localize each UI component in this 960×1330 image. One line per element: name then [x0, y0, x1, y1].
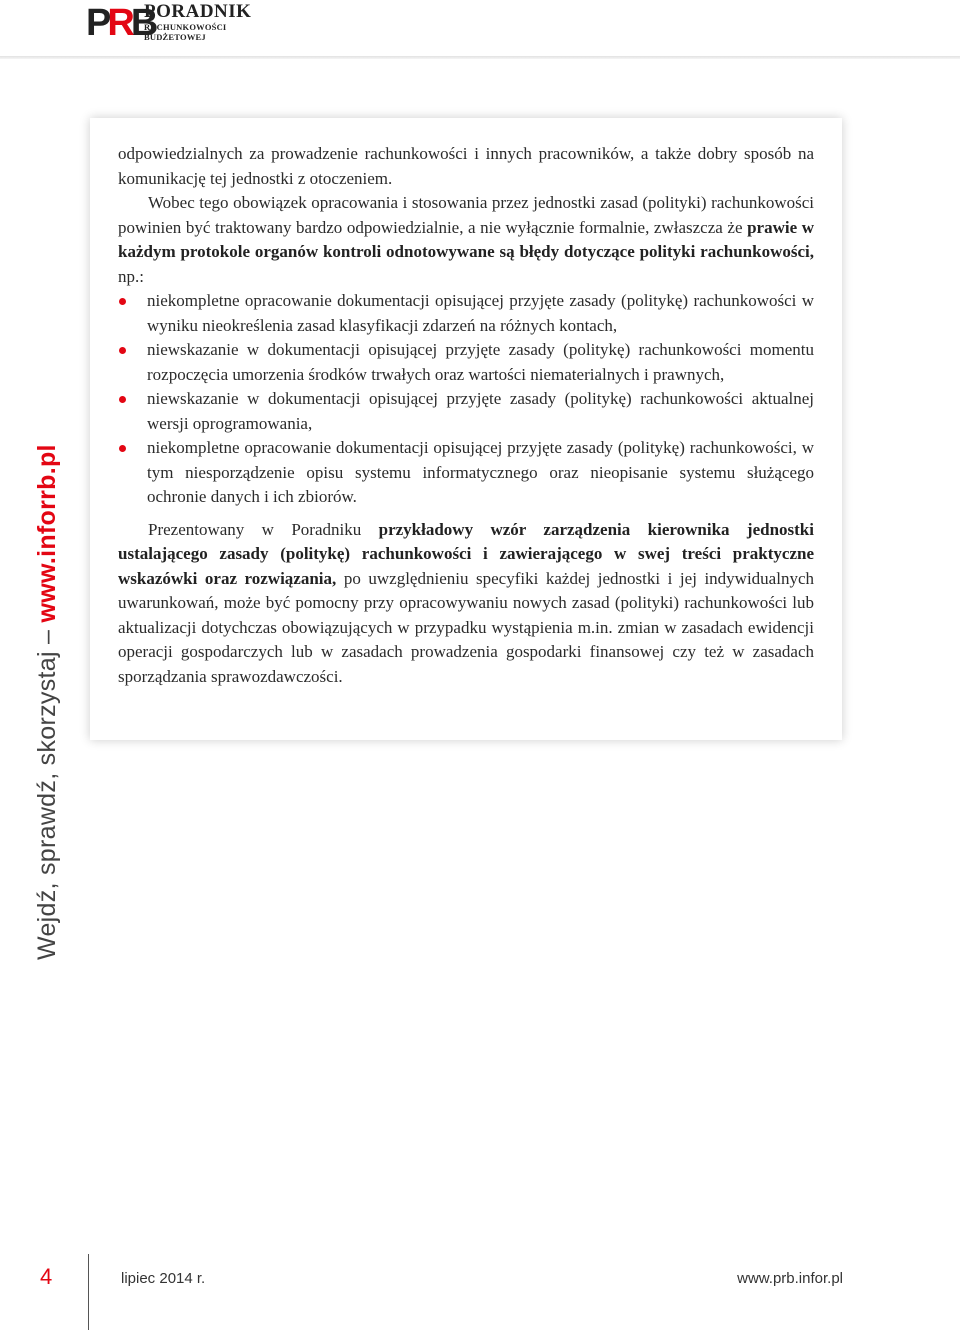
page-number: 4 [40, 1264, 53, 1289]
footer-divider [88, 1254, 89, 1330]
paragraph-2-bold: prawie w każdym protokole organów kontroli odnotowywane są błędy dotyczące polityki rachunkowości, [118, 217, 814, 261]
bullet-dot-icon [119, 445, 126, 452]
paragraph-1: odpowiedzialnych za prowadzenie rachunkowości i innych pracowników, a także dobry sposób na komunikację tej jednostki z otoczeniem. [118, 144, 814, 188]
bullet-dot-icon [119, 298, 126, 305]
paragraph-3-bold: przykładowy wzór zarządzenia kierownika jednostki ustalającego zasady (politykę) rachunkowości i zawierającego w swej treści praktyczne wskazówki oraz rozwiązania, [118, 519, 814, 588]
logo-line-1: PORADNIK [144, 1, 252, 22]
error-list [118, 289, 814, 510]
logo-line-3: BUDŻETOWEJ [144, 32, 206, 42]
article-body [118, 142, 814, 689]
paragraph-3-text: Prezentowany w Poradniku [148, 519, 379, 539]
header-divider [0, 56, 960, 59]
paragraph-2-tail: np.: [118, 266, 144, 286]
issue-date: lipiec 2014 r. [121, 1270, 206, 1287]
logo-text [144, 2, 251, 42]
tagline-url-link[interactable]: www.inforrb.pl [33, 444, 61, 623]
logo-mark: PRB [86, 2, 155, 44]
paragraph-3 [118, 518, 814, 690]
prb-logo [86, 1, 252, 44]
bullet-dot-icon [119, 396, 126, 403]
tagline-text: Wejdź, sprawdź, skorzystaj – [33, 622, 61, 960]
paragraph-2 [118, 191, 814, 289]
logo-line-2: RACHUNKOWOŚCI [144, 22, 227, 32]
bullet-dot-icon [119, 347, 126, 354]
sidebar-tagline [33, 444, 62, 960]
list-item: niewskazanie w dokumentacji opisującej przyjęte zasady (politykę) rachunkowości momentu rozpoczęcia umorzenia środków trwałych oraz wartości niematerialnych i prawnych, [118, 338, 814, 387]
footer-url-link[interactable]: www.prb.infor.pl [737, 1270, 843, 1287]
list-item: niewskazanie w dokumentacji opisującej przyjęte zasady (politykę) rachunkowości aktualnej wersji oprogramowania, [118, 387, 814, 436]
paragraph-3-tail: po uwzględnieniu specyfiki każdej jednostki i jej indywidualnych uwarunkowań, może być pomocny przy opracowywaniu nowych zasad (polityki) rachunkowości lub aktualizacji dotychczas obowiązujących w przypadku wystąpienia m.in. zmian w zasadach ewidencji operacji gospodarczych lub w zasadach prowadzenia gospodarki finansowej czy też w zasadach sporządzania sprawozdawczości. [118, 568, 814, 686]
list-item: niekompletne opracowanie dokumentacji opisującej przyjęte zasady (politykę) rachunkowości, w tym niesporządzenie opisu systemu informatycznego oraz nieopisanie systemu służącego ochronie danych i ich zbiorów. [118, 436, 814, 510]
list-item: niekompletne opracowanie dokumentacji opisującej przyjęte zasady (politykę) rachunkowości w wyniku nieokreślenia zasad klasyfikacji zdarzeń na różnych kontach, [118, 289, 814, 338]
page-header [0, 0, 960, 56]
paragraph-2-text: Wobec tego obowiązek opracowania i stosowania przez jednostki zasad (polityki) rachunkowości powinien być traktowany bardzo odpowiedzialnie, a nie wyłącznie formalnie, zwłaszcza że [118, 193, 814, 237]
